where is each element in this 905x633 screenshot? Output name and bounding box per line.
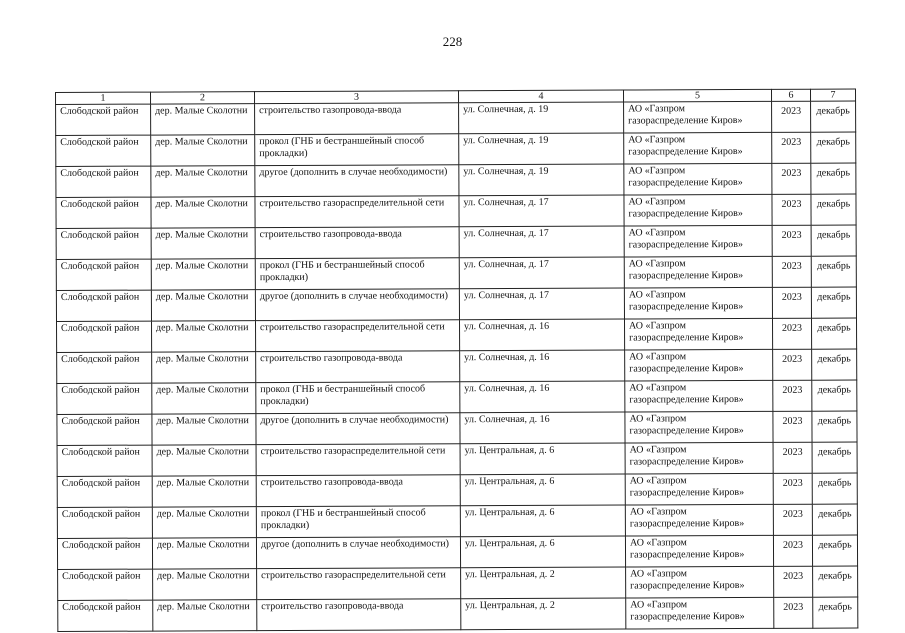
organization-cell: АО «Газпром газораспределение Киров» bbox=[625, 473, 773, 505]
table-row bbox=[56, 256, 856, 290]
district-cell: Слободской район bbox=[57, 445, 152, 476]
address-cell: ул. Солнечная, д. 19 bbox=[459, 102, 624, 134]
work-type-cell: строительство газораспределительной сети bbox=[256, 444, 460, 476]
organization-cell: АО «Газпром газораспределение Киров» bbox=[625, 504, 773, 536]
month-cell: декабрь bbox=[812, 349, 857, 380]
document-table-wrapper bbox=[55, 89, 856, 632]
year-cell: 2023 bbox=[772, 225, 811, 256]
address-cell: ул. Солнечная, д. 17 bbox=[459, 195, 624, 227]
work-type-cell: строительство газопровода-ввода bbox=[255, 227, 459, 259]
table-row bbox=[56, 287, 856, 321]
settlement-cell: дер. Малые Сколотни bbox=[152, 445, 256, 476]
year-cell: 2023 bbox=[773, 535, 812, 566]
address-cell: ул. Центральная, д. 6 bbox=[460, 474, 625, 506]
district-cell: Слободской район bbox=[57, 383, 152, 414]
district-cell: Слободской район bbox=[57, 538, 152, 569]
organization-cell: АО «Газпром газораспределение Киров» bbox=[625, 411, 773, 443]
organization-cell: АО «Газпром газораспределение Киров» bbox=[624, 318, 772, 350]
settlement-cell: дер. Малые Сколотни bbox=[151, 166, 255, 197]
year-cell: 2023 bbox=[772, 163, 811, 194]
district-cell: Слободской район bbox=[57, 414, 152, 445]
month-cell: декабрь bbox=[811, 163, 856, 194]
month-cell: декабрь bbox=[812, 535, 857, 566]
organization-cell: АО «Газпром газораспределение Киров» bbox=[625, 349, 773, 381]
settlement-cell: дер. Малые Сколотни bbox=[152, 476, 256, 507]
year-cell: 2023 bbox=[772, 132, 811, 163]
year-cell: 2023 bbox=[774, 597, 813, 628]
table-row bbox=[57, 504, 857, 538]
address-cell: ул. Солнечная, д. 17 bbox=[459, 257, 624, 289]
month-cell: декабрь bbox=[813, 566, 858, 597]
settlement-cell: дер. Малые Сколотни bbox=[151, 197, 255, 228]
table-row bbox=[58, 597, 858, 631]
work-type-cell: прокол (ГНБ и бестраншейный способ прокладки) bbox=[256, 382, 460, 414]
settlement-cell: дер. Малые Сколотни bbox=[153, 569, 257, 600]
month-cell: декабрь bbox=[811, 101, 856, 132]
settlement-cell: дер. Малые Сколотни bbox=[152, 321, 256, 352]
work-type-cell: строительство газопровода-ввода bbox=[256, 351, 460, 383]
year-cell: 2023 bbox=[772, 256, 811, 287]
table-row bbox=[57, 535, 857, 569]
organization-cell: АО «Газпром газораспределение Киров» bbox=[625, 535, 773, 567]
work-type-cell: строительство газопровода-ввода bbox=[257, 599, 461, 631]
address-cell: ул. Солнечная, д. 17 bbox=[459, 226, 624, 258]
organization-cell: АО «Газпром газораспределение Киров» bbox=[624, 225, 772, 257]
table-row bbox=[57, 442, 857, 476]
work-type-cell: другое (дополнить в случае необходимости) bbox=[255, 289, 459, 321]
column-header: 6 bbox=[771, 89, 810, 101]
address-cell: ул. Солнечная, д. 17 bbox=[459, 288, 624, 320]
organization-cell: АО «Газпром газораспределение Киров» bbox=[624, 101, 772, 133]
work-type-cell: прокол (ГНБ и бестраншейный способ прокладки) bbox=[255, 258, 459, 290]
organization-cell: АО «Газпром газораспределение Киров» bbox=[624, 132, 772, 164]
organization-cell: АО «Газпром газораспределение Киров» bbox=[625, 380, 773, 412]
settlement-cell: дер. Малые Сколотни bbox=[152, 414, 256, 445]
work-type-cell: прокол (ГНБ и бестраншейный способ прокладки) bbox=[255, 134, 459, 166]
organization-cell: АО «Газпром газораспределение Киров» bbox=[626, 597, 774, 629]
address-cell: ул. Солнечная, д. 19 bbox=[459, 133, 624, 165]
year-cell: 2023 bbox=[773, 349, 812, 380]
table-row bbox=[57, 411, 857, 445]
district-cell: Слободской район bbox=[56, 104, 151, 135]
year-cell: 2023 bbox=[772, 101, 811, 132]
work-type-cell: строительство газораспределительной сети bbox=[255, 320, 459, 352]
year-cell: 2023 bbox=[772, 287, 811, 318]
month-cell: декабрь bbox=[811, 318, 856, 349]
column-header: 2 bbox=[151, 92, 255, 104]
table-row bbox=[56, 163, 856, 197]
work-type-cell: прокол (ГНБ и бестраншейный способ прокладки) bbox=[256, 506, 460, 538]
table-row bbox=[57, 318, 857, 352]
district-cell: Слободской район bbox=[56, 197, 151, 228]
address-cell: ул. Солнечная, д. 16 bbox=[460, 412, 625, 444]
settlement-cell: дер. Малые Сколотни bbox=[151, 135, 255, 166]
district-cell: Слободской район bbox=[58, 600, 153, 631]
district-cell: Слободской район bbox=[56, 228, 151, 259]
year-cell: 2023 bbox=[773, 411, 812, 442]
table-row bbox=[56, 132, 856, 166]
settlement-cell: дер. Малые Сколотни bbox=[151, 104, 255, 135]
month-cell: декабрь bbox=[811, 132, 856, 163]
work-type-cell: строительство газопровода-ввода bbox=[256, 475, 460, 507]
month-cell: декабрь bbox=[811, 256, 856, 287]
table-row bbox=[57, 380, 857, 414]
month-cell: декабрь bbox=[811, 225, 856, 256]
column-header: 7 bbox=[810, 89, 855, 101]
year-cell: 2023 bbox=[773, 380, 812, 411]
table-row bbox=[56, 194, 856, 228]
organization-cell: АО «Газпром газораспределение Киров» bbox=[624, 163, 772, 195]
district-cell: Слободской район bbox=[57, 352, 152, 383]
data-table bbox=[55, 89, 858, 632]
address-cell: ул. Центральная, д. 6 bbox=[460, 443, 625, 475]
district-cell: Слободской район bbox=[56, 259, 151, 290]
district-cell: Слободской район bbox=[56, 135, 151, 166]
month-cell: декабрь bbox=[811, 287, 856, 318]
year-cell: 2023 bbox=[773, 504, 812, 535]
district-cell: Слободской район bbox=[57, 321, 152, 352]
settlement-cell: дер. Малые Сколотни bbox=[152, 507, 256, 538]
work-type-cell: другое (дополнить в случае необходимости) bbox=[255, 165, 459, 197]
district-cell: Слободской район bbox=[58, 569, 153, 600]
settlement-cell: дер. Малые Сколотни bbox=[152, 538, 256, 569]
address-cell: ул. Центральная, д. 6 bbox=[460, 536, 625, 568]
month-cell: декабрь bbox=[812, 380, 857, 411]
settlement-cell: дер. Малые Сколотни bbox=[153, 600, 257, 631]
address-cell: ул. Солнечная, д. 16 bbox=[460, 381, 625, 413]
settlement-cell: дер. Малые Сколотни bbox=[152, 352, 256, 383]
column-header: 1 bbox=[56, 92, 151, 104]
address-cell: ул. Центральная, д. 2 bbox=[461, 567, 626, 599]
district-cell: Слободской район bbox=[56, 290, 151, 321]
district-cell: Слободской район bbox=[57, 476, 152, 507]
table-row bbox=[57, 473, 857, 507]
organization-cell: АО «Газпром газораспределение Киров» bbox=[624, 194, 772, 226]
settlement-cell: дер. Малые Сколотни bbox=[151, 290, 255, 321]
organization-cell: АО «Газпром газораспределение Киров» bbox=[624, 256, 772, 288]
work-type-cell: строительство газораспределительной сети bbox=[257, 568, 461, 600]
address-cell: ул. Солнечная, д. 16 bbox=[460, 350, 625, 382]
page-number: 228 bbox=[442, 34, 463, 49]
column-header: 3 bbox=[255, 91, 459, 104]
organization-cell: АО «Газпром газораспределение Киров» bbox=[626, 566, 774, 598]
table-row bbox=[57, 349, 857, 383]
address-cell: ул. Центральная, д. 2 bbox=[461, 598, 626, 630]
table-row bbox=[56, 225, 856, 259]
district-cell: Слободской район bbox=[56, 166, 151, 197]
year-cell: 2023 bbox=[774, 566, 813, 597]
settlement-cell: дер. Малые Сколотни bbox=[151, 228, 255, 259]
work-type-cell: строительство газораспределительной сети bbox=[255, 196, 459, 228]
year-cell: 2023 bbox=[773, 442, 812, 473]
month-cell: декабрь bbox=[812, 504, 857, 535]
year-cell: 2023 bbox=[772, 318, 811, 349]
address-cell: ул. Центральная, д. 6 bbox=[460, 505, 625, 537]
organization-cell: АО «Газпром газораспределение Киров» bbox=[625, 442, 773, 474]
column-header: 4 bbox=[458, 90, 623, 103]
work-type-cell: другое (дополнить в случае необходимости) bbox=[256, 537, 460, 569]
month-cell: декабрь bbox=[812, 442, 857, 473]
table-row bbox=[58, 566, 858, 600]
work-type-cell: строительство газопровода-ввода bbox=[255, 103, 459, 135]
column-header: 5 bbox=[623, 89, 771, 102]
year-cell: 2023 bbox=[772, 194, 811, 225]
address-cell: ул. Солнечная, д. 19 bbox=[459, 164, 624, 196]
table-row bbox=[56, 101, 856, 135]
month-cell: декабрь bbox=[811, 194, 856, 225]
month-cell: декабрь bbox=[812, 411, 857, 442]
settlement-cell: дер. Малые Сколотни bbox=[151, 259, 255, 290]
settlement-cell: дер. Малые Сколотни bbox=[152, 383, 256, 414]
organization-cell: АО «Газпром газораспределение Киров» bbox=[624, 287, 772, 319]
district-cell: Слободской район bbox=[57, 507, 152, 538]
month-cell: декабрь bbox=[812, 473, 857, 504]
month-cell: декабрь bbox=[813, 597, 858, 628]
table-body bbox=[56, 101, 858, 631]
year-cell: 2023 bbox=[773, 473, 812, 504]
address-cell: ул. Солнечная, д. 16 bbox=[459, 319, 624, 351]
work-type-cell: другое (дополнить в случае необходимости) bbox=[256, 413, 460, 445]
